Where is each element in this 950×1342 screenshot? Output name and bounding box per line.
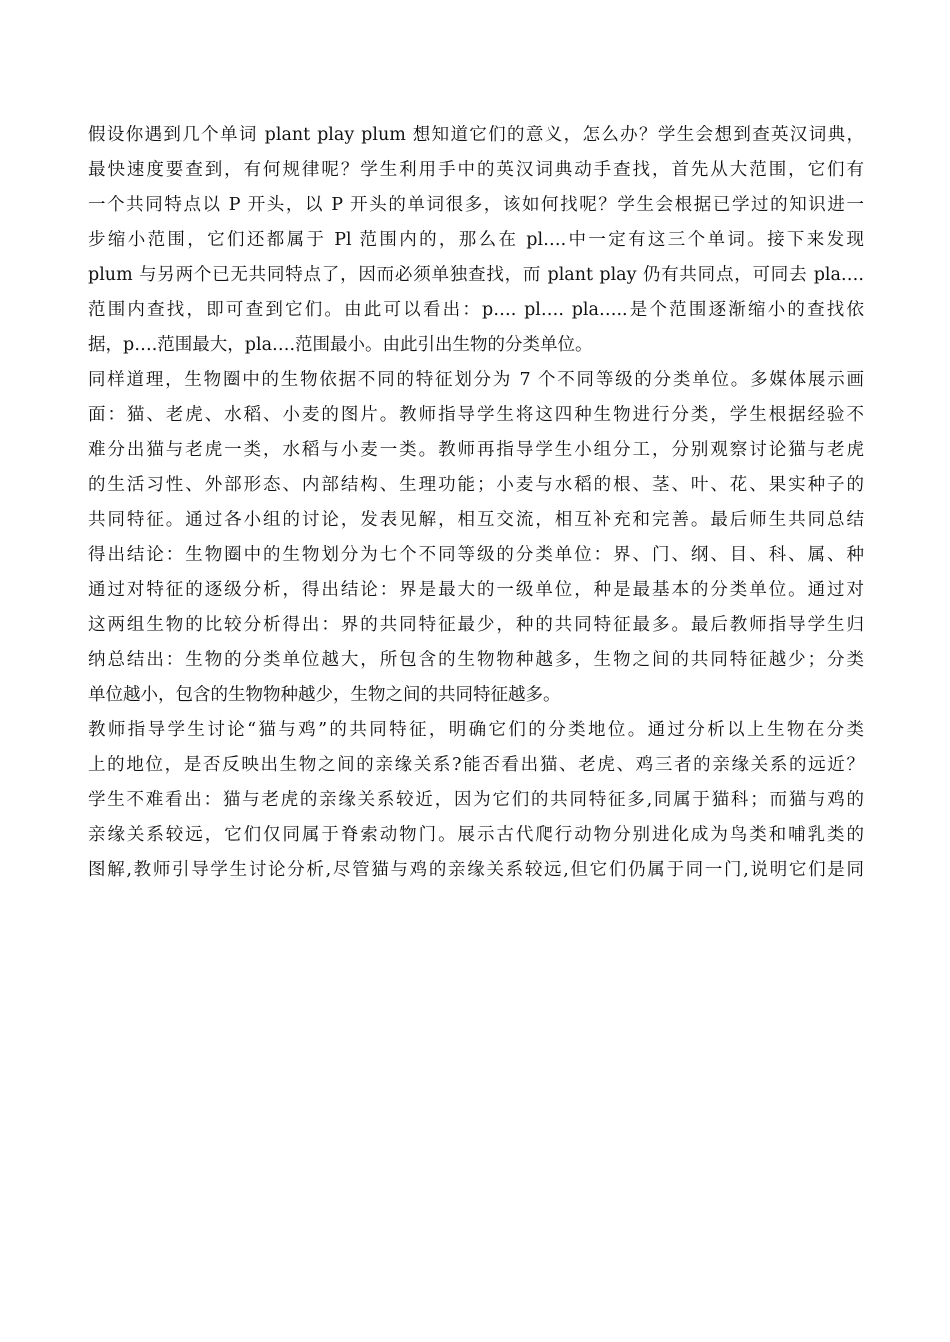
text-line: 一个共同特点以 P 开头，以 P 开头的单词很多，该如何找呢？学生会根据已学过的知识进一 bbox=[88, 195, 864, 215]
text-line: plum 与另两个已无共同特点了，因而必须单独查找，而 plant play 仍有共同点，可同去 pla…. bbox=[88, 265, 864, 285]
paragraph-dictionary-analogy bbox=[88, 118, 864, 363]
text-line: 共同特征。通过各小组的讨论，发表见解，相互交流，相互补充和完善。最后师生共同总结 bbox=[88, 510, 864, 530]
text-line: 纳总结出：生物的分类单位越大，所包含的生物物种越多，生物之间的共同特征越少；分类 bbox=[88, 650, 864, 670]
text-line: 难分出猫与老虎一类，水稻与小麦一类。教师再指导学生小组分工，分别观察讨论猫与老虎 bbox=[88, 440, 864, 460]
text-line: 亲缘关系较远，它们仅同属于脊索动物门。展示古代爬行动物分别进化成为鸟类和哺乳类的 bbox=[88, 825, 864, 845]
paragraph-cat-and-chicken bbox=[88, 713, 864, 888]
text-line: 面：猫、老虎、水稻、小麦的图片。教师指导学生将这四种生物进行分类，学生根据经验不 bbox=[88, 405, 864, 425]
text-line: 假设你遇到几个单词 plant play plum 想知道它们的意义，怎么办？学生会想到查英汉词典， bbox=[88, 125, 864, 145]
text-line: 学生不难看出：猫与老虎的亲缘关系较近，因为它们的共同特征多,同属于猫科；而猫与鸡的 bbox=[88, 790, 864, 810]
text-line: 这两组生物的比较分析得出：界的共同特征最少，种的共同特征最多。最后教师指导学生归 bbox=[88, 615, 864, 635]
text-line: 得出结论：生物圈中的生物划分为七个不同等级的分类单位：界、门、纲、目、科、属、种 bbox=[88, 545, 864, 565]
text-line: 通过对特征的逐级分析，得出结论：界是最大的一级单位，种是最基本的分类单位。通过对 bbox=[88, 580, 864, 600]
text-line: 教师指导学生讨论“猫与鸡”的共同特征，明确它们的分类地位。通过分析以上生物在分类 bbox=[88, 720, 864, 740]
text-line: 同样道理，生物圈中的生物依据不同的特征划分为 7 个不同等级的分类单位。多媒体展示画 bbox=[88, 370, 864, 390]
text-line: 最快速度要查到，有何规律呢？学生利用手中的英汉词典动手查找，首先从大范围，它们有 bbox=[88, 160, 864, 180]
text-line: 据，p….范围最大，pla….范围最小。由此引出生物的分类单位。 bbox=[88, 335, 593, 355]
text-line: 步缩小范围，它们还都属于 Pl 范围内的，那么在 pl….中一定有这三个单词。接下来发现 bbox=[88, 230, 864, 250]
text-line: 上的地位，是否反映出生物之间的亲缘关系?能否看出猫、老虎、鸡三者的亲缘关系的远近？ bbox=[88, 755, 864, 775]
text-line: 单位越小，包含的生物物种越少，生物之间的共同特征越多。 bbox=[88, 685, 561, 705]
paragraph-classification-units bbox=[88, 363, 864, 713]
text-line: 图解,教师引导学生讨论分析,尽管猫与鸡的亲缘关系较远,但它们仍属于同一门,说明它们是同 bbox=[88, 860, 864, 880]
text-line: 范围内查找，即可查到它们。由此可以看出：p…. pl…. pla…..是个范围逐渐缩小的查找依 bbox=[88, 300, 864, 320]
document-page bbox=[88, 118, 864, 888]
text-line: 的生活习性、外部形态、内部结构、生理功能；小麦与水稻的根、茎、叶、花、果实种子的 bbox=[88, 475, 864, 495]
